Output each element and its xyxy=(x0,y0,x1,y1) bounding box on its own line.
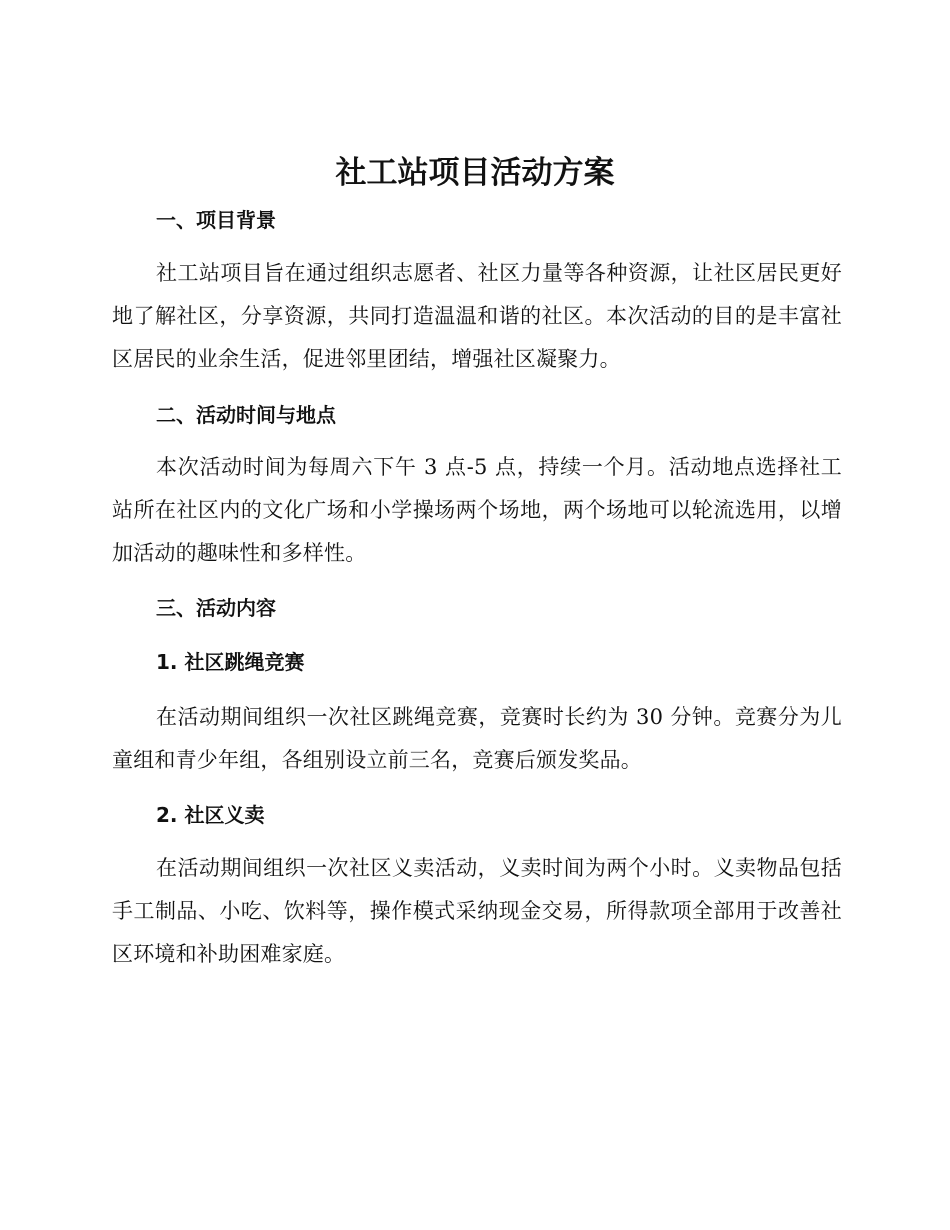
item-heading-charity-sale: 2. 社区义卖 xyxy=(156,803,265,827)
item-paragraph-charity-sale: 在活动期间组织一次社区义卖活动，义卖时间为两个小时。义卖物品包括手工制品、小吃、饮料等，操作模式采纳现金交易，所得款项全部用于改善社区环境和补助困难家庭。 xyxy=(112,856,842,966)
document-title: 社工站项目活动方案 xyxy=(335,155,615,191)
section-heading-background: 一、项目背景 xyxy=(156,208,276,232)
item-paragraph-rope-skipping: 在活动期间组织一次社区跳绳竞赛，竞赛时长约为 30 分钟。竞赛分为儿童组和青少年组，各组别设立前三名，竞赛后颁发奖品。 xyxy=(112,705,842,772)
item-heading-rope-skipping: 1. 社区跳绳竞赛 xyxy=(156,650,305,674)
section-paragraph-background: 社工站项目旨在通过组织志愿者、社区力量等各种资源，让社区居民更好地了解社区，分享资源，共同打造温温和谐的社区。本次活动的目的是丰富社区居民的业余生活，促进邻里团结，增强社区凝聚力。 xyxy=(112,261,842,371)
section-heading-time-place: 二、活动时间与地点 xyxy=(156,403,336,427)
section-heading-content: 三、活动内容 xyxy=(156,596,276,620)
section-paragraph-time-place: 本次活动时间为每周六下午 3 点-5 点，持续一个月。活动地点选择社工站所在社区内的文化广场和小学操场两个场地，两个场地可以轮流选用，以增加活动的趣味性和多样性。 xyxy=(112,455,842,565)
